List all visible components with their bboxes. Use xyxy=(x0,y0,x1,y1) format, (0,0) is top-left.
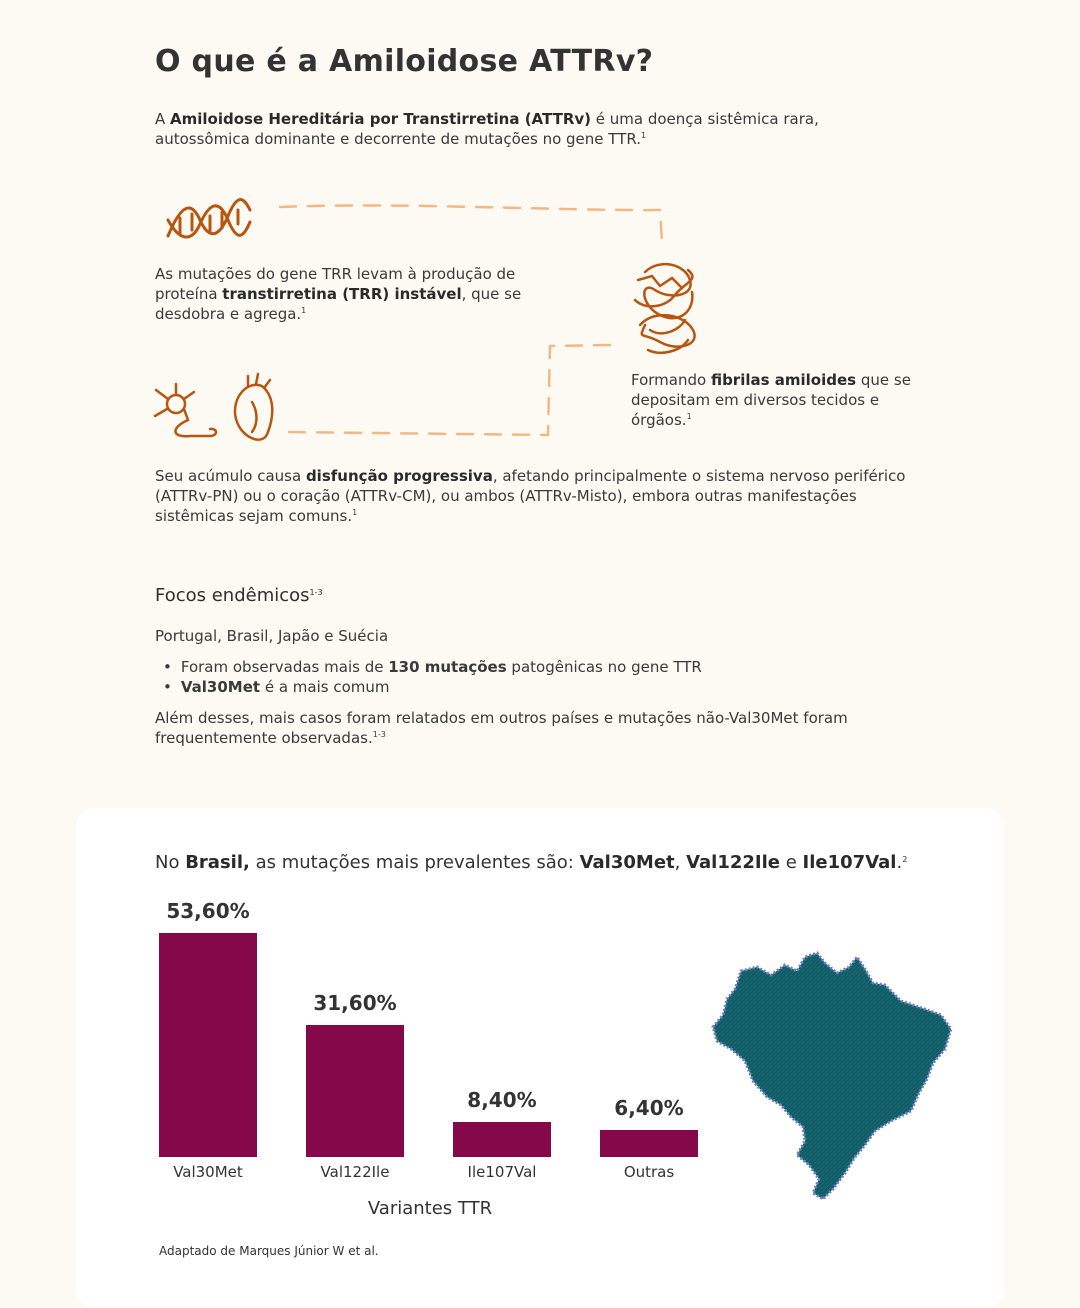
step3-text: Seu acúmulo causa disfunção progressiva, afetando principalmente o sistema nervoso periférico (ATTRv-PN) ou o coração (ATTRv-CM), ou ambos (ATTRv-Misto), embora outras manifestações sistêmicas sejam comuns.$^1$ xyxy=(155,467,906,525)
bar-value-label: 6,40% xyxy=(614,1096,684,1120)
bar-val122ile xyxy=(306,1025,404,1157)
bar-value-label: 31,60% xyxy=(313,991,397,1015)
bar-outras xyxy=(600,1130,698,1157)
brazil-map-icon xyxy=(705,945,960,1205)
heart-icon xyxy=(235,374,272,440)
category-label: Ile107Val xyxy=(467,1163,537,1181)
page-title: O que é a Amiloidose ATTRv? xyxy=(155,44,654,79)
category-label: Val122Ile xyxy=(320,1163,390,1181)
intro-paragraph: A Amiloidose Hereditária por Transtirretina (ATTRv) é uma doença sistêmica rara, autossômica dominante e decorrente de mutações no gene TTR.$^1$ xyxy=(155,110,819,148)
endemic-note: Além desses, mais casos foram relatados em outros países e mutações não-Val30Met foram frequentemente observadas.$^{1-3}$ xyxy=(155,709,848,747)
step1-text: As mutações do gene TRR levam à produção de proteína transtirretina (TRR) instável, que se desdobra e agrega.$^1$ xyxy=(155,265,522,323)
neuron-icon xyxy=(155,384,216,436)
step2-text: Formando fibrilas amiloides que se depositam em diversos tecidos e órgãos.$^1$ xyxy=(631,371,911,429)
bar-ile107val xyxy=(453,1122,551,1157)
chart-title: No Brasil, as mutações mais prevalentes são: Val30Met, Val122Ile e Ile107Val.$^2$ xyxy=(155,852,908,873)
list-item: • Foram observadas mais de 130 mutações patogênicas no gene TTR xyxy=(155,657,855,677)
protein-icon xyxy=(635,264,695,353)
endemic-countries: Portugal, Brasil, Japão e Suécia xyxy=(155,627,389,645)
category-label: Val30Met xyxy=(173,1163,243,1181)
bar-val30met xyxy=(159,933,257,1157)
endemic-bullets xyxy=(155,657,855,697)
bar-value-label: 8,40% xyxy=(467,1088,537,1112)
bar-value-label: 53,60% xyxy=(166,899,250,923)
dna-icon xyxy=(168,200,250,238)
footnote: Adaptado de Marques Júnior W et al. xyxy=(159,1244,379,1258)
endemic-title: Focos endêmicos$^{1-3}$ xyxy=(155,585,323,606)
category-label: Outras xyxy=(623,1163,675,1181)
x-axis-label: Variantes TTR xyxy=(367,1198,493,1219)
list-item: • Val30Met é a mais comum xyxy=(155,677,855,697)
